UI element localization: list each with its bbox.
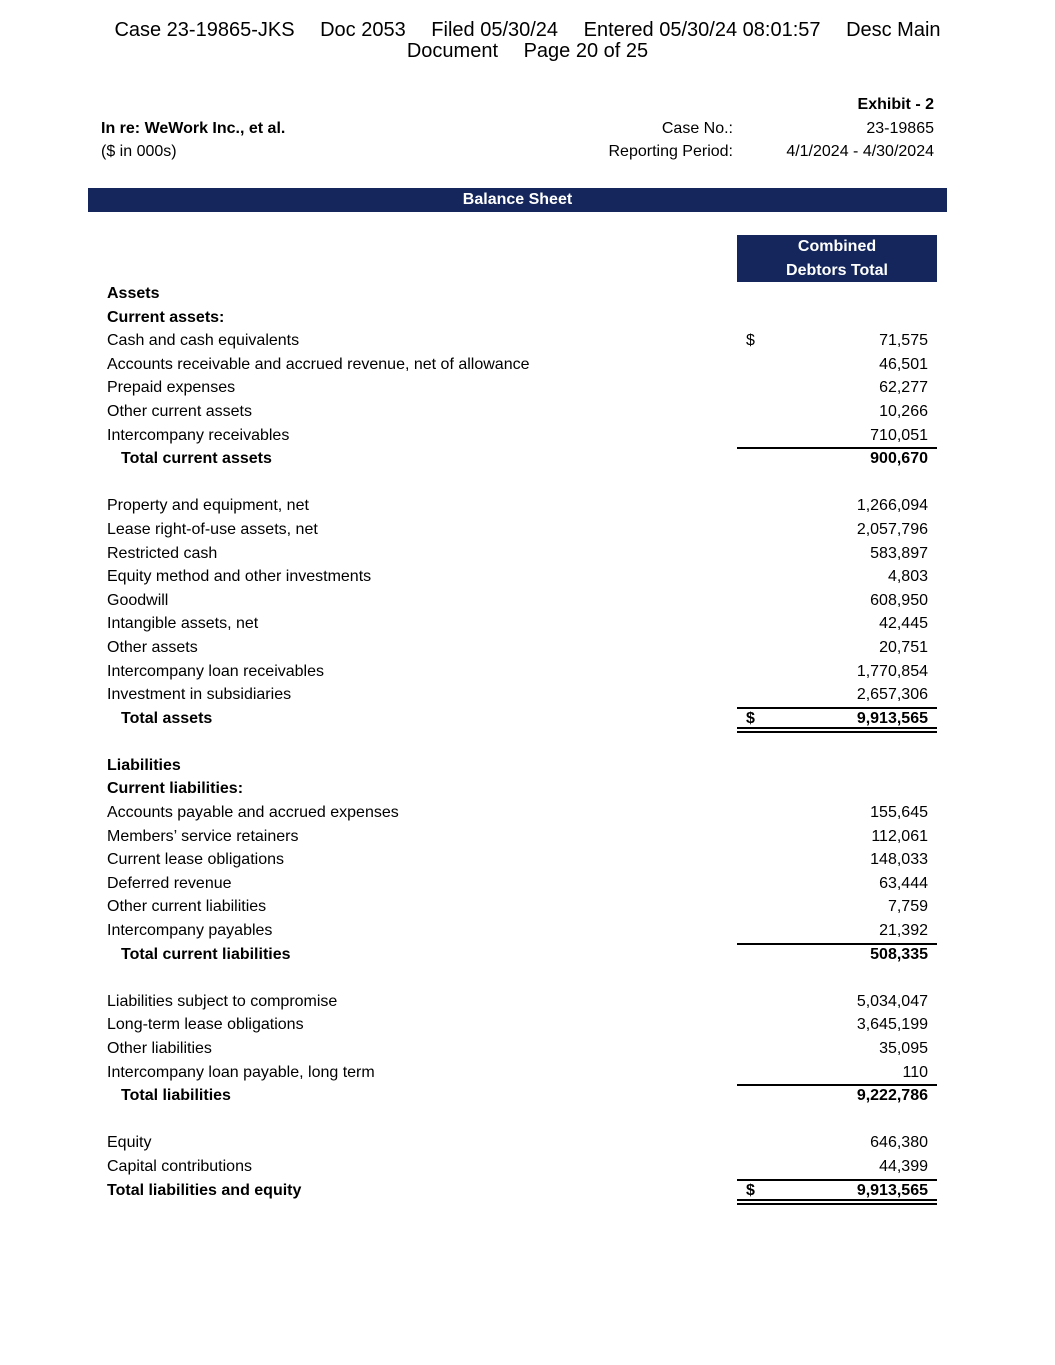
row-label: Liabilities subject to compromise xyxy=(107,992,338,1010)
row-value: 9,913,565 xyxy=(856,1181,928,1199)
table-row xyxy=(0,707,1055,731)
row-label: Restricted cash xyxy=(107,544,218,562)
row-value: 608,950 xyxy=(870,591,928,609)
row-label: Members’ service retainers xyxy=(107,827,299,845)
table-row xyxy=(0,777,1055,801)
row-value: 5,034,047 xyxy=(856,992,928,1010)
table-row xyxy=(0,447,1055,471)
row-label: Assets xyxy=(107,285,160,302)
subtotal-rule xyxy=(737,1084,937,1086)
subtotal-rule xyxy=(737,943,937,945)
stamp-desc: Desc Main xyxy=(846,19,941,41)
row-value: 110 xyxy=(902,1063,928,1081)
section-title: Balance Sheet xyxy=(462,191,573,208)
table-row xyxy=(0,943,1055,967)
subtotal-rule xyxy=(737,707,937,709)
table-row xyxy=(0,400,1055,424)
row-value: 9,222,786 xyxy=(856,1087,928,1105)
stamp-entered: Entered 05/30/24 08:01:57 xyxy=(583,19,821,41)
row-label: Cash and cash equivalents xyxy=(107,332,300,350)
table-row xyxy=(0,1061,1055,1085)
row-label: Liabilities xyxy=(107,756,181,774)
table-row xyxy=(0,872,1055,896)
case-no-label: Case No.: xyxy=(661,120,733,137)
subtotal-rule xyxy=(737,447,937,449)
row-value: 1,266,094 xyxy=(856,497,928,515)
table-row xyxy=(0,1155,1055,1179)
row-label: Intercompany payables xyxy=(107,922,273,940)
currency-symbol: $ xyxy=(746,1181,755,1199)
table-row xyxy=(0,1131,1055,1155)
row-value: 20,751 xyxy=(879,638,928,656)
table-row xyxy=(0,424,1055,448)
row-label: Total liabilities and equity xyxy=(107,1181,302,1199)
stamp-case: Case 23-19865-JKS xyxy=(114,19,295,41)
table-row xyxy=(0,895,1055,919)
row-label: Intercompany receivables xyxy=(107,426,290,444)
table-row xyxy=(0,565,1055,589)
double-underline xyxy=(737,1199,937,1205)
row-label: Goodwill xyxy=(107,591,169,609)
row-value: 71,575 xyxy=(879,332,928,350)
row-value: 710,051 xyxy=(870,426,928,444)
row-value: 583,897 xyxy=(870,544,928,562)
table-row xyxy=(0,353,1055,377)
table-row xyxy=(0,966,1055,990)
row-label: Total liabilities xyxy=(121,1087,231,1105)
table-row xyxy=(0,801,1055,825)
row-value: 10,266 xyxy=(879,402,928,420)
table-row xyxy=(0,1037,1055,1061)
table-row xyxy=(0,306,1055,330)
row-label: Intercompany loan payable, long term xyxy=(107,1063,375,1081)
table-row xyxy=(0,282,1055,306)
in-re-title: In re: WeWork Inc., et al. xyxy=(101,120,286,137)
row-value: 7,759 xyxy=(887,898,928,916)
row-label: Deferred revenue xyxy=(107,874,232,892)
table-row xyxy=(0,754,1055,778)
row-label: Other current liabilities xyxy=(107,898,267,916)
stamp-document: Document xyxy=(406,40,499,62)
row-value: 21,392 xyxy=(879,922,928,940)
table-row xyxy=(0,589,1055,613)
row-label: Total assets xyxy=(121,709,213,727)
table-row xyxy=(0,494,1055,518)
units-note: ($ in 000s) xyxy=(101,143,177,160)
row-value: 63,444 xyxy=(879,874,928,892)
reporting-period-label: Reporting Period: xyxy=(608,143,733,160)
court-filing-stamp xyxy=(0,20,1055,62)
table-row xyxy=(0,636,1055,660)
currency-symbol: $ xyxy=(746,332,755,350)
reporting-period-value: 4/1/2024 - 4/30/2024 xyxy=(786,143,934,160)
row-label: Equity method and other investments xyxy=(107,568,372,586)
table-row xyxy=(0,542,1055,566)
table-row xyxy=(0,683,1055,707)
row-value: 646,380 xyxy=(870,1134,928,1152)
row-label: Lease right-of-use assets, net xyxy=(107,520,318,538)
stamp-page: Page 20 of 25 xyxy=(523,40,649,62)
row-label: Capital contributions xyxy=(107,1157,252,1175)
row-value: 4,803 xyxy=(887,568,928,586)
table-row xyxy=(0,1179,1055,1203)
row-label: Current assets: xyxy=(107,308,225,326)
subtotal-rule xyxy=(737,1179,937,1181)
table-row xyxy=(0,329,1055,353)
row-value: 3,645,199 xyxy=(856,1016,928,1034)
row-value: 42,445 xyxy=(879,615,928,633)
row-value: 44,399 xyxy=(879,1157,928,1175)
table-row xyxy=(0,730,1055,754)
row-value: 46,501 xyxy=(879,355,928,373)
row-label: Other liabilities xyxy=(107,1040,212,1057)
exhibit-label: Exhibit - 2 xyxy=(857,96,934,113)
table-row xyxy=(0,1084,1055,1108)
table-row xyxy=(0,471,1055,495)
table-row xyxy=(0,660,1055,684)
row-label: Long-term lease obligations xyxy=(107,1016,304,1034)
row-value: 62,277 xyxy=(879,379,928,397)
row-label: Current lease obligations xyxy=(107,851,284,869)
row-label: Other assets xyxy=(107,638,198,656)
row-value: 112,061 xyxy=(871,827,928,845)
row-value: 35,095 xyxy=(879,1040,928,1057)
column-header-line1: Combined xyxy=(797,238,877,255)
row-label: Current liabilities: xyxy=(107,780,244,798)
row-label: Equity xyxy=(107,1134,152,1152)
table-row xyxy=(0,848,1055,872)
table-row xyxy=(0,1108,1055,1132)
row-value: 1,770,854 xyxy=(856,662,928,680)
stamp-filed: Filed 05/30/24 xyxy=(431,19,559,41)
table-row xyxy=(0,990,1055,1014)
table-row xyxy=(0,376,1055,400)
row-label: Prepaid expenses xyxy=(107,379,236,397)
row-label: Intangible assets, net xyxy=(107,615,259,633)
row-label: Total current liabilities xyxy=(121,945,291,963)
column-header-line2: Debtors Total xyxy=(786,261,888,279)
table-row xyxy=(0,612,1055,636)
balance-sheet-table xyxy=(0,282,1055,1202)
row-value: 148,033 xyxy=(870,851,928,869)
currency-symbol: $ xyxy=(746,709,755,727)
row-label: Other current assets xyxy=(107,402,252,420)
row-label: Investment in subsidiaries xyxy=(107,686,292,704)
row-label: Property and equipment, net xyxy=(107,497,309,515)
row-value: 155,645 xyxy=(870,804,928,822)
stamp-doc: Doc 2053 xyxy=(320,19,406,41)
section-title-band xyxy=(88,188,947,212)
row-label: Accounts receivable and accrued revenue, net of allowance xyxy=(107,355,530,373)
table-row xyxy=(0,1013,1055,1037)
row-value: 9,913,565 xyxy=(856,709,928,727)
table-row xyxy=(0,919,1055,943)
row-label: Intercompany loan receivables xyxy=(107,662,325,680)
case-no-value: 23-19865 xyxy=(866,120,934,137)
row-value: 2,057,796 xyxy=(856,520,928,538)
row-value: 2,657,306 xyxy=(856,686,928,704)
table-row xyxy=(0,518,1055,542)
row-label: Total current assets xyxy=(121,450,272,468)
table-row xyxy=(0,825,1055,849)
column-header xyxy=(737,235,937,282)
row-value: 508,335 xyxy=(870,945,928,963)
row-value: 900,670 xyxy=(870,450,928,468)
row-label: Accounts payable and accrued expenses xyxy=(107,804,399,822)
